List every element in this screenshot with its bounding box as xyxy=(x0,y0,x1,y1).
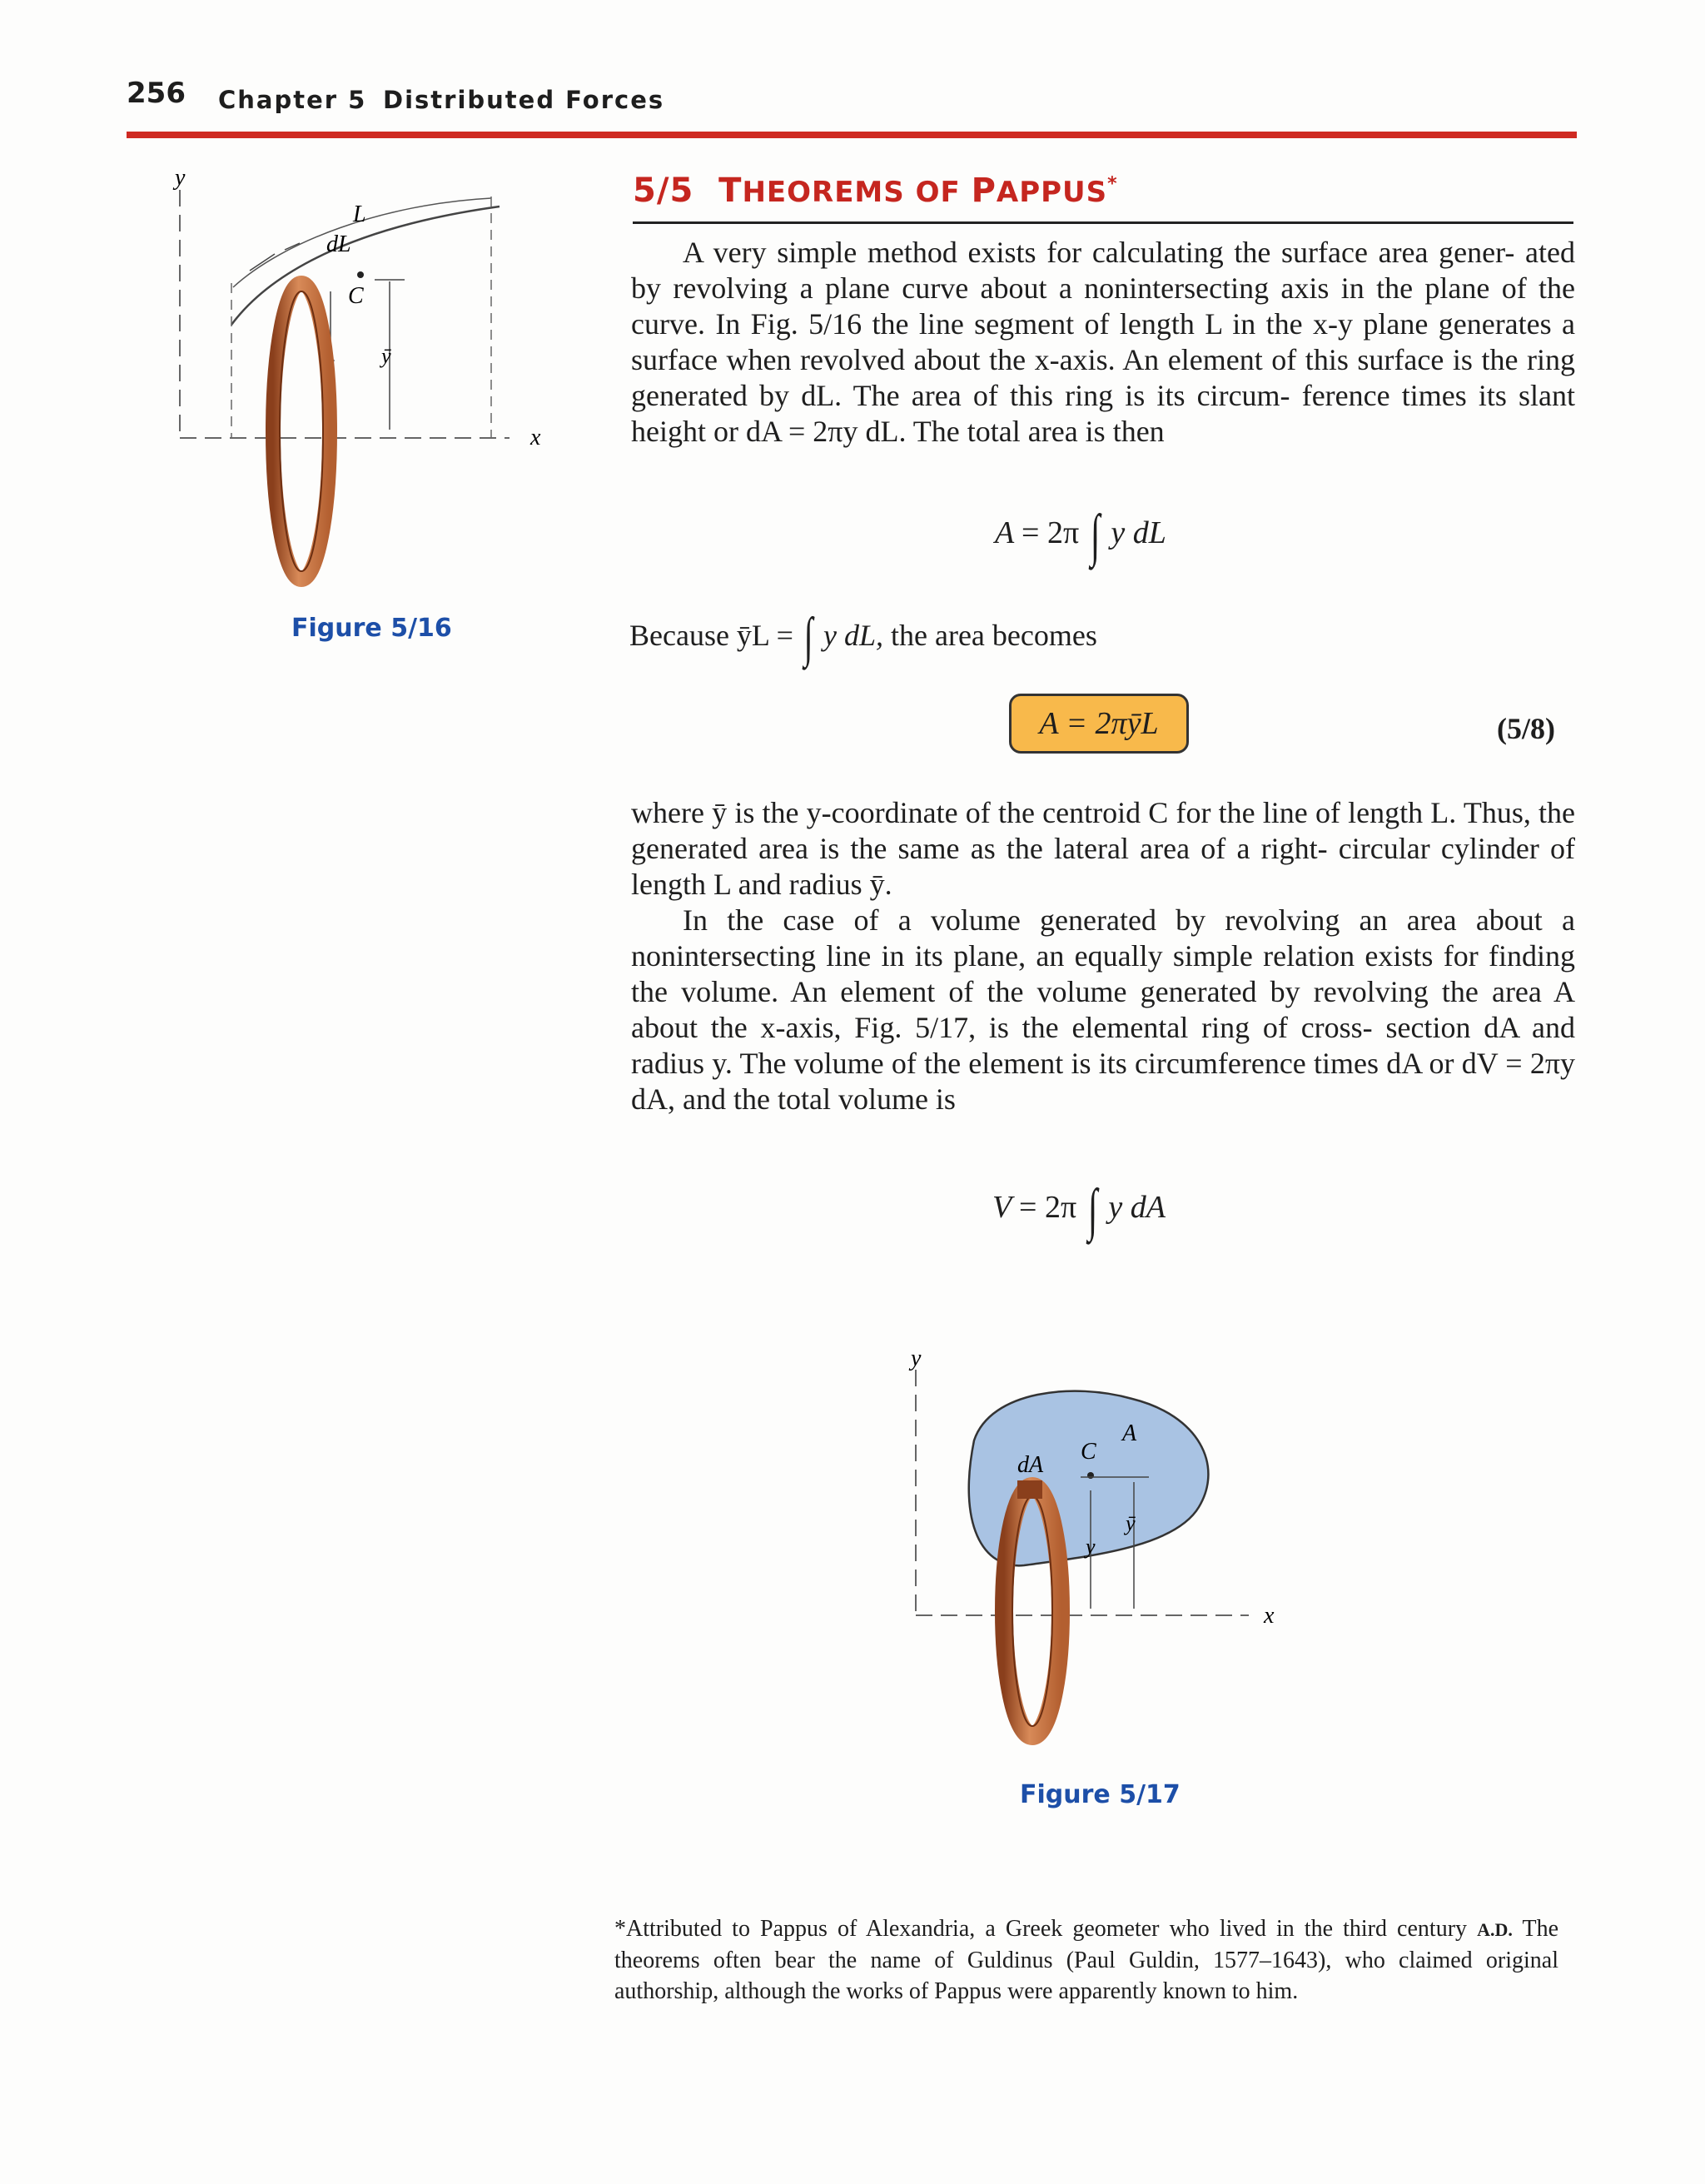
p1-line-5: surface is the ring generated by dL. The area of this ring is its circum- xyxy=(631,343,1576,412)
section-title-letter-2: P xyxy=(971,172,997,210)
x-axis-label: x xyxy=(530,425,541,450)
p1-line-6: ference times its slant height or dA = 2πy dL. The total area is then xyxy=(631,379,1576,448)
y-label: y xyxy=(325,351,335,375)
because-post: the area becomes xyxy=(891,619,1097,652)
eq2-integrand: y dA xyxy=(1108,1190,1166,1225)
y-axis-label: y xyxy=(175,165,186,191)
section-number: 5/5 xyxy=(633,172,694,210)
section-title-part-2: APPUS xyxy=(996,176,1108,209)
footnote-line-2: The theorems often bear the name of Guldinus (Paul Guldin, 1577–1643), who claimed xyxy=(614,1916,1559,1973)
footnote-line-1: *Attributed to Pappus of Alexandria, a Greek geometer who lived in the third century xyxy=(614,1916,1468,1942)
header-rule xyxy=(127,132,1577,138)
figure-5-17 xyxy=(895,1332,1295,1765)
element-dA xyxy=(1017,1480,1042,1499)
paragraph-2 xyxy=(631,795,1575,1117)
eq1-coef: 2π xyxy=(1046,515,1080,550)
centroid-point xyxy=(357,271,364,278)
ybar-label: ȳ xyxy=(381,344,391,368)
eq1-lhs: A xyxy=(995,515,1014,550)
paragraph-2-text xyxy=(631,795,1575,903)
eq2-coef: 2π xyxy=(1044,1190,1077,1225)
chapter-title: Distributed Forces xyxy=(383,86,665,114)
paragraph-1-text xyxy=(631,235,1575,450)
page-number: 256 xyxy=(127,77,186,110)
paragraph-3-text xyxy=(631,903,1575,1117)
p3-line-3: finding the volume. An element of the volume generated by revolving xyxy=(631,939,1575,1008)
footnote xyxy=(614,1913,1558,2007)
dA-label: dA xyxy=(1017,1452,1044,1478)
eq1-equals: = xyxy=(1022,515,1040,550)
paragraph-1 xyxy=(631,235,1575,450)
eq2-lhs: V xyxy=(992,1190,1012,1225)
equation-number: (5/8) xyxy=(1497,712,1555,745)
section-title-letter-1: T xyxy=(718,172,743,210)
L-label: L xyxy=(353,201,366,227)
integral-sign: ∫ xyxy=(803,607,813,668)
x-axis-label: x xyxy=(1264,1603,1275,1629)
centroid-point xyxy=(1087,1472,1094,1479)
integral-sign: ∫ xyxy=(1090,504,1101,568)
p1-line-3: of the curve. In Fig. 5/16 the line segment of length L in the x-y plane xyxy=(631,271,1576,341)
C-label: C xyxy=(1081,1439,1096,1465)
figure-5-16-caption: Figure 5/16 xyxy=(291,614,452,643)
A-label: A xyxy=(1122,1420,1137,1446)
because-equals: = xyxy=(776,619,793,652)
footnote-ad: A.D. xyxy=(1477,1919,1513,1940)
dL-label: dL xyxy=(326,231,351,257)
footnote-mark: * xyxy=(1107,173,1118,195)
footnote-line-3: original authorship, although the works of Pappus were apparently known to him. xyxy=(614,1948,1558,2004)
equation-volume xyxy=(992,1177,1166,1244)
p2-line-2: Thus, the generated area is the same as the lateral area of a right- xyxy=(631,796,1575,865)
C-label: C xyxy=(348,283,364,309)
p3-line-6: times dA or dV = 2πy dA, and the total volume is xyxy=(631,1047,1576,1116)
equation-area xyxy=(995,503,1166,570)
integral-sign: ∫ xyxy=(1087,1178,1098,1242)
section-title xyxy=(633,172,1118,210)
p3-line-4: the area A about the x-axis, Fig. 5/17, is the elemental ring of cross- xyxy=(631,975,1576,1044)
p2-line-1: where ȳ is the y-coordinate of the centroid C for the line of length L. xyxy=(631,796,1457,829)
because-integrand: y dL, xyxy=(823,619,883,652)
p3-line-2: nonintersecting line in its plane, an equally simple relation exists for xyxy=(631,939,1479,973)
p1-line-2: ated by revolving a plane curve about a nonintersecting axis in the plane xyxy=(631,236,1575,305)
section-rule xyxy=(633,221,1573,224)
boxed-equation: A = 2πȳL xyxy=(1009,694,1189,754)
p3-line-5: section dA and radius y. The volume of the element is its circumference xyxy=(631,1011,1575,1080)
ybar-label: ȳ xyxy=(1126,1511,1136,1535)
because-line xyxy=(629,606,1097,669)
p1-line-1: A very simple method exists for calculating the surface area gener- xyxy=(683,236,1515,269)
y-label: y xyxy=(1086,1535,1096,1559)
figure-5-17-caption: Figure 5/17 xyxy=(1020,1780,1181,1809)
ring-element xyxy=(273,283,330,580)
section-title-part-1: HEOREMS OF xyxy=(742,176,972,209)
because-pre: Because ȳL xyxy=(629,619,769,652)
chapter-label: Chapter 5 xyxy=(218,86,367,114)
eq2-equals: = xyxy=(1019,1190,1037,1225)
p3-line-1: In the case of a volume generated by revolving an area about a xyxy=(683,903,1575,937)
figure-5-16 xyxy=(162,162,562,595)
eq1-integrand: y dL xyxy=(1111,515,1166,550)
p1-line-4: generates a surface when revolved about the x-axis. An element of this xyxy=(631,307,1576,376)
p2-line-3: circular cylinder of length L and radius ȳ. xyxy=(631,832,1576,901)
y-axis-label: y xyxy=(911,1346,922,1371)
